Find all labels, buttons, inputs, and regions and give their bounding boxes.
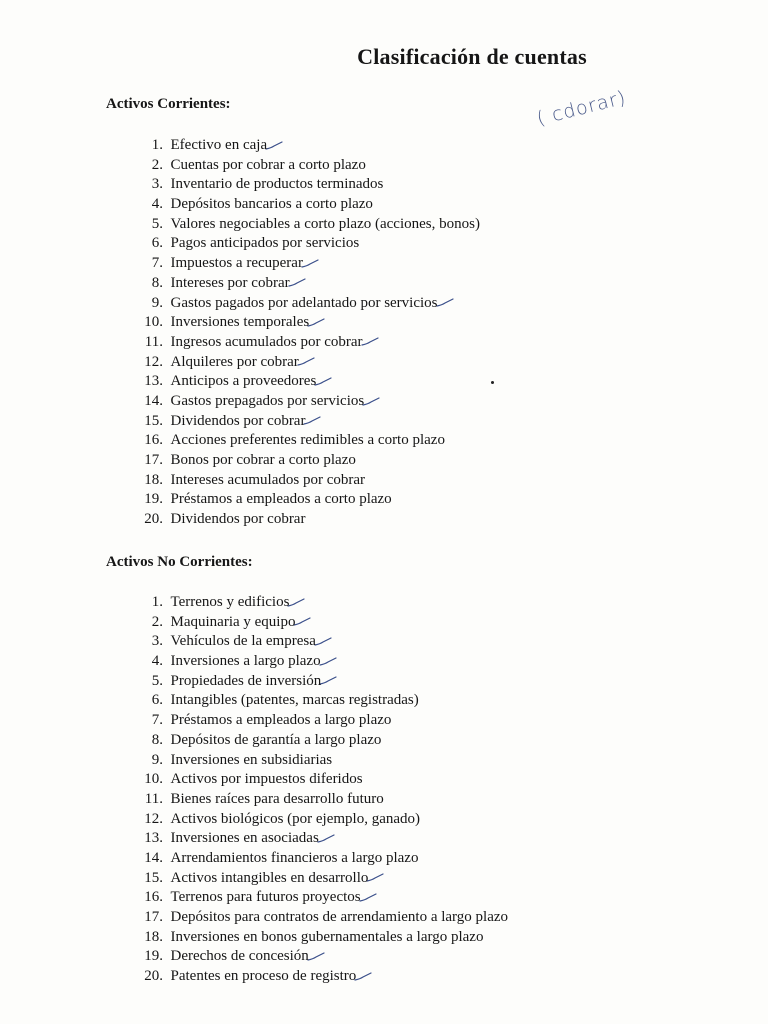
checkmark-icon [314,637,332,647]
list-item-text: Patentes en proceso de registro [170,968,357,985]
list-item [130,908,508,928]
list-item-text: Bienes raíces para desarrollo futuro [170,790,384,807]
list-item-text: Impuestos a recuperar [170,255,303,272]
list-item-text: Ingresos acumulados por cobrar [170,333,363,350]
checkmark-icon [265,141,283,151]
list-item-text: Inventario de productos terminados [170,176,384,193]
list-item-number: 18. [144,928,163,945]
list-item-number: 10. [144,771,163,788]
list-item-text: Préstamos a empleados a largo plazo [170,712,392,729]
list-item [130,810,508,830]
list-item-text: Depósitos de garantía a largo plazo [170,731,382,748]
list-item [130,313,480,333]
checkmark-icon [354,972,372,982]
list-item-number: 13. [144,373,163,390]
ink-dot [491,381,494,384]
list-item [130,613,508,633]
list-item-text: Dividendos por cobrar [170,412,306,429]
list-item-text: Pagos anticipados por servicios [170,235,360,252]
list-item [130,451,480,471]
list-item-text: Gastos prepagados por servicios [170,392,365,409]
list-item-text: Alquileres por cobrar [170,353,299,370]
list-item [130,510,480,530]
section-heading-non-current-assets: Activos No Corrientes: [106,554,253,570]
list-item [130,471,480,491]
list-item-number: 4. [151,196,163,213]
checkmark-icon [303,416,321,426]
list-item-text: Cuentas por cobrar a corto plazo [170,156,366,173]
list-item-number: 15. [144,869,163,886]
list-item [130,652,508,672]
list-item-number: 1. [151,594,163,610]
list-item [130,215,480,235]
list-item-text: Depósitos bancarios a corto plazo [170,196,373,213]
page-title: Clasificación de cuentas [357,44,587,69]
list-item [130,372,480,392]
list-item-text: Intangibles (patentes, marcas registradas) [170,692,419,709]
list-item-text: Inversiones en subsidiarias [170,751,333,768]
list-item-text: Activos por impuestos diferidos [170,771,363,788]
current-assets-list [130,136,480,530]
list-item-number: 19. [144,491,163,508]
list-item-number: 8. [151,274,163,291]
list-item [130,274,480,294]
checkmark-icon [362,397,380,407]
checkmark-icon [314,377,332,387]
list-item-text: Terrenos para futuros proyectos [170,889,361,906]
list-item [130,672,508,692]
checkmark-icon [301,259,319,269]
list-item [130,175,480,195]
list-item-text: Derechos de concesión [170,948,309,965]
checkmark-icon [366,873,384,883]
list-item-text: Propiedades de inversión [170,672,322,689]
list-item-number: 19. [144,948,163,965]
list-item [130,711,508,731]
list-item [130,593,508,613]
list-item [130,967,508,987]
list-item-text: Inversiones en bonos gubernamentales a largo plazo [170,928,484,945]
list-item [130,234,480,254]
list-item-text: Maquinaria y equipo [170,613,296,630]
list-item-text: Inversiones temporales [170,314,310,331]
list-item [130,829,508,849]
list-item [130,770,508,790]
list-item [130,928,508,948]
list-item-text: Intereses por cobrar [170,274,290,291]
list-item [130,294,480,314]
list-item-number: 7. [151,712,163,729]
list-item-number: 9. [151,751,163,768]
checkmark-icon [287,598,305,608]
list-item [130,156,480,176]
list-item-number: 14. [144,392,163,409]
list-item [130,195,480,215]
list-item-number: 12. [144,810,163,827]
list-item-number: 16. [144,432,163,449]
list-item-text: Arrendamientos financieros a largo plazo [170,849,419,866]
list-item [130,888,508,908]
list-item [130,869,508,889]
list-item [130,731,508,751]
list-item-text: Activos biológicos (por ejemplo, ganado) [170,810,421,827]
list-item-text: Bonos por cobrar a corto plazo [170,452,356,468]
list-item-number: 3. [151,633,163,650]
checkmark-icon [436,298,454,308]
list-item-number: 2. [151,156,163,173]
list-item-number: 17. [144,909,163,925]
list-item [130,136,480,156]
list-item-text: Terrenos y edificios [170,594,290,610]
checkmark-icon [307,952,325,962]
list-item-text: Gastos pagados por adelantado por servicios [170,294,438,311]
list-item-number: 7. [151,255,163,272]
list-item-number: 2. [151,613,163,630]
list-item-number: 1. [151,137,163,153]
checkmark-icon [317,834,335,844]
list-item-number: 6. [151,235,163,252]
list-item-text: Dividendos por cobrar [170,511,306,528]
list-item-number: 14. [144,849,163,866]
list-item-number: 17. [144,452,163,468]
list-item-number: 10. [144,314,163,331]
list-item [130,947,508,967]
list-item-text: Efectivo en caja [170,137,268,153]
list-item-text: Préstamos a empleados a corto plazo [170,491,392,508]
list-item [130,431,480,451]
list-item-text: Depósitos para contratos de arrendamiento a largo plazo [170,909,509,925]
list-item [130,392,480,412]
list-item [130,254,480,274]
checkmark-icon [361,337,379,347]
list-item-text: Valores negociables a corto plazo (acciones, bonos) [170,215,480,232]
list-item-number: 4. [151,653,163,670]
list-item [130,790,508,810]
list-item-number: 11. [144,790,163,807]
list-item [130,632,508,652]
checkmark-icon [293,617,311,627]
list-item-number: 6. [151,692,163,709]
list-item-number: 3. [151,176,163,193]
handwritten-note: ( cdorar) [534,86,629,130]
list-item-number: 20. [144,968,163,985]
checkmark-icon [288,278,306,288]
list-item-text: Activos intangibles en desarrollo [170,869,369,886]
list-item-text: Acciones preferentes redimibles a corto plazo [170,432,445,449]
list-item [130,333,480,353]
list-item-number: 15. [144,412,163,429]
checkmark-icon [319,657,337,667]
list-item-text: Anticipos a proveedores [170,373,317,390]
list-item [130,490,480,510]
non-current-assets-list [130,593,508,987]
list-item-text: Inversiones a largo plazo [170,653,321,670]
list-item [130,353,480,373]
checkmark-icon [307,318,325,328]
list-item-text: Intereses acumulados por cobrar [170,471,366,488]
list-item-number: 5. [151,215,163,232]
checkmark-icon [319,676,337,686]
list-item [130,849,508,869]
checkmark-icon [297,357,315,367]
list-item [130,691,508,711]
list-item-number: 20. [144,511,163,528]
checkmark-icon [359,893,377,903]
list-item-number: 9. [151,294,163,311]
list-item-number: 16. [144,889,163,906]
list-item-text: Vehículos de la empresa [170,633,316,650]
list-item-number: 8. [151,731,163,748]
list-item-number: 5. [151,672,163,689]
list-item [130,751,508,771]
section-heading-current-assets: Activos Corrientes: [106,96,231,112]
list-item-text: Inversiones en asociadas [170,830,319,847]
list-item-number: 12. [144,353,163,370]
list-item-number: 11. [144,333,163,350]
list-item-number: 13. [144,830,163,847]
list-item-number: 18. [144,471,163,488]
list-item [130,412,480,432]
